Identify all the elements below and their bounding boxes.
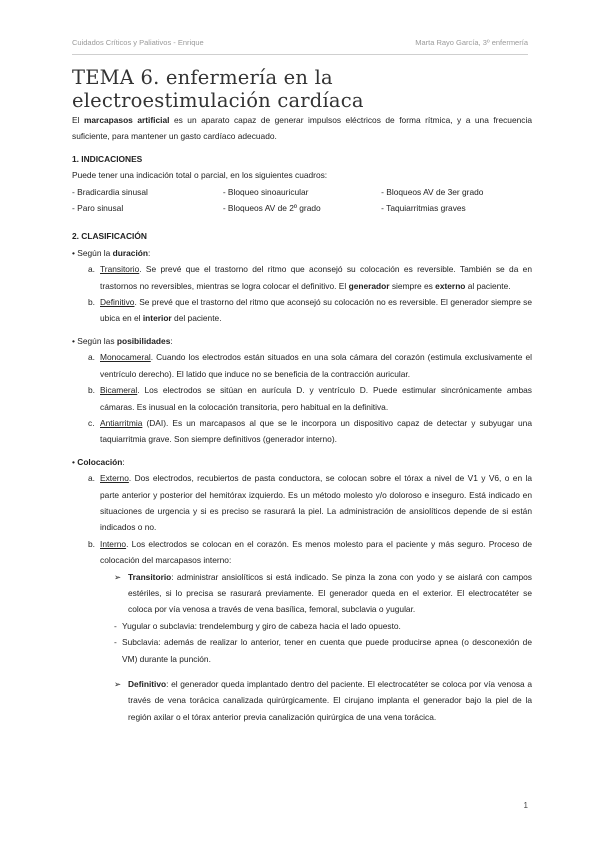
- header-author: Marta Rayo García, 3º enfermería: [415, 38, 528, 47]
- list-item: b. Bicameral. Los electrodos se sitúan en aurícula D. y ventrículo D. Puede estimular sincrónicamente ambas cámaras. Es inusual en la colocación transitoria, pero habitual en la definitiva.: [88, 385, 532, 412]
- list-item: - Paro sinusal: [72, 203, 124, 214]
- posibilidades-list: [72, 349, 532, 447]
- colocacion-list: [72, 470, 532, 725]
- list-item: a. Externo. Dos electrodos, recubiertos de pasta conductora, se colocan sobre el tórax a nivel de V1 y V6, o en la parte anterior y posterior del hemitórax izquierdo. Es un método molesto y/o doloroso e inseguro. Está indicado en situaciones de urgencia y si es preciso se rasurará la piel. La administración de ansiolíticos depende de si están indicados o no.: [88, 473, 532, 533]
- dash-item: - Subclavia: además de realizar lo anterior, tener en cuenta que puede producirse apnea (o desconexión de VM) durante la punción.: [114, 637, 532, 664]
- list-item: - Taquiarritmias graves: [381, 203, 466, 214]
- definitivo-item: ➢ Definitivo: el generador queda implantado dentro del paciente. El electrocatéter se coloca por vía venosa a través de vena torácica canalizada quirúrgicamente. El cirujano implanta el generador bajo la piel de la región axilar o el tórax anterior previa canalización quirúrgica de una vena torácica.: [114, 676, 532, 725]
- page-title: TEMA 6. enfermería en la electroestimulación cardíaca: [72, 66, 364, 112]
- section-heading-clasificacion: 2. CLASIFICACIÓN: [72, 231, 147, 242]
- duracion-list: [72, 261, 532, 327]
- section-heading-indicaciones: 1. INDICACIONES: [72, 153, 143, 164]
- list-item: a. Transitorio. Se prevé que el trastorno del ritmo que aconsejó su colocación es reversible. También se da en trastornos no reversibles, mientras se logra colocar el definitivo. El generador siempre es externo al paciente.: [88, 264, 532, 291]
- transitorio-item: ➢ Transitorio: administrar ansiolíticos si está indicado. Se pinza la zona con yodo y se aislará con campos estériles, si lo precisa se rasurará previamente. El generador queda en el exterior. El electrocatéter se coloca por vía venosa a través de vena basílica, femoral, subclavia o yugular.: [114, 569, 532, 618]
- subsection-colocacion: • Colocación:: [72, 456, 125, 467]
- arrow-bullet-icon: ➢: [114, 679, 122, 689]
- page-number: 1: [523, 801, 528, 810]
- list-item: b. Definitivo. Se prevé que el trastorno del ritmo que aconsejó su colocación no es reversible. El generador siempre se ubica en el interior del paciente.: [88, 297, 532, 324]
- document-body: [72, 112, 532, 725]
- list-item: - Bradicardia sinusal: [72, 186, 148, 197]
- dash-item: - Yugular o subclavia: trendelemburg y giro de cabeza hacia el lado opuesto.: [114, 620, 401, 631]
- list-item: - Bloqueo sinoauricular: [222, 186, 309, 197]
- arrow-bullet-icon: ➢: [114, 571, 122, 582]
- list-item: a. Monocameral. Cuando los electrodos están situados en una sola cámara del corazón (estimula exclusivamente el ventrículo derecho). El latido que induce no se beneficia de la contracción auricular.: [88, 352, 532, 379]
- list-column: [72, 184, 223, 217]
- header-divider: [72, 54, 528, 55]
- indicaciones-lead: Puede tener una indicación total o parcial, en los siguientes cuadros:: [72, 170, 328, 181]
- header-course: Cuidados Críticos y Paliativos - Enrique: [72, 38, 204, 47]
- list-column: [223, 184, 381, 217]
- list-item: b. Interno. Los electrodos se colocan en el corazón. Es menos molesto para el paciente y más seguro. Proceso de colocación del marcapasos interno: ➢ Transitorio: administrar ansiolíticos si está indicado. Se pinza la zona con yodo y se aislará con campos estériles, si lo precisa se rasurará previamente. El generador queda en el exterior. El electrocatéter se coloca por vía venosa a través de vena basílica, femoral, subclavia o yugular. - Yugular o subclavia: trendelemburg y giro de cabeza hacia el lado opuesto. - Subclavia: además de realizar lo anterior, tener en cuenta que puede producirse apnea (o desconexión de VM) durante la punción. ➢ Definitivo: el generador queda implantado dentro del paciente. El electrocatéter se coloca por vía venosa a través de vena torácica canalizada quirúrgicamente. El cirujano implanta el generador bajo la piel de la región axilar o el tórax anterior previa canalización quirúrgica de una vena torácica.: [72, 536, 532, 725]
- list-item: - Bloqueos AV de 3er grado: [381, 186, 484, 197]
- indicaciones-list: [72, 184, 532, 217]
- list-column: [381, 184, 532, 217]
- page-header: [72, 38, 528, 52]
- list-item: c. Antiarritmia (DAI). Es un marcapasos al que se le incorpora un dispositivo capaz de detectar y subyugar una taquiarritmia grave. Son siempre definitivos (generador interno).: [88, 417, 532, 445]
- intro-paragraph: El marcapasos artificial es un aparato capaz de generar impulsos eléctricos de forma rítmica, y a una frecuencia suficiente, para mantener un gasto cardíaco adecuado.: [72, 115, 532, 142]
- subsection-posibilidades: • Según las posibilidades:: [72, 335, 173, 346]
- subsection-duracion: • Según la duración:: [72, 247, 151, 258]
- list-item: - Bloqueos AV de 2º grado: [222, 203, 321, 214]
